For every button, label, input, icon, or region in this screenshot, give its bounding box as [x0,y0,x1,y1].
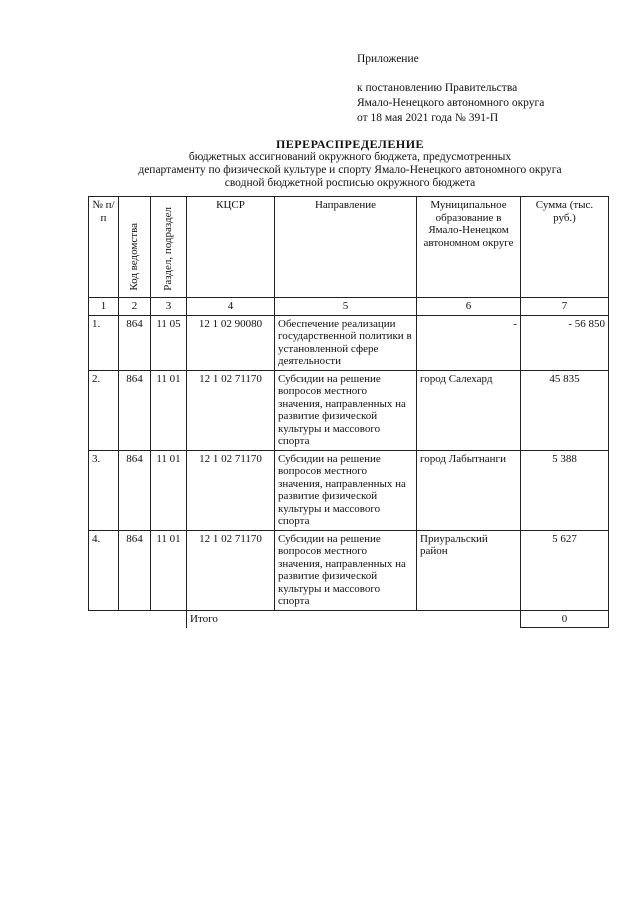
row-section: 11 05 [151,315,187,370]
row-sum: 5 388 [521,450,609,530]
row-dept: 864 [119,370,151,450]
row-kcsr: 12 1 02 71170 [187,370,275,450]
row-section: 11 01 [151,530,187,610]
title-sub: бюджетных ассигнований окружного бюджета, предусмотренных [188,151,512,163]
row-municipality: город Салехард [417,370,521,450]
total-value: 0 [521,610,609,628]
table-row [89,530,609,610]
title-sub: сводной бюджетной росписью окружного бюджета [224,177,476,189]
appendix-line: Приложение [357,53,419,65]
row-municipality: город Лабытнанги [417,450,521,530]
row-num: 4. [89,530,119,610]
header-num: № п/п [89,197,119,298]
row-dept: 864 [119,315,151,370]
row-dept: 864 [119,450,151,530]
header-section [151,197,187,298]
col-number: 6 [417,298,521,316]
total-spacer [417,610,521,628]
row-num: 3. [89,450,119,530]
header-municipality: Муниципальное образование в Ямало-Ненецком автономном округе [417,197,521,298]
row-kcsr: 12 1 02 90080 [187,315,275,370]
row-direction: Обеспечение реализации государственной политики в установленной сфере деятельности [275,315,417,370]
total-label: Итого [187,610,275,628]
col-number: 7 [521,298,609,316]
total-spacer [89,610,187,628]
header-dept [119,197,151,298]
header-sum: Сумма (тыс. руб.) [521,197,609,298]
total-spacer [275,610,417,628]
title-sub: департаменту по физической культуре и спорту Ямало-Ненецкого автономного округа [138,164,562,176]
col-number: 1 [89,298,119,316]
row-direction: Субсидии на решение вопросов местного значения, направленных на развитие физической культуры и массового спорта [275,530,417,610]
row-kcsr: 12 1 02 71170 [187,450,275,530]
header-dept-label: Код ведомства [128,223,141,291]
table-row [89,450,609,530]
appendix-line: Ямало-Ненецкого автономного округа [357,97,545,109]
col-number: 2 [119,298,151,316]
col-number: 4 [187,298,275,316]
appendix-line: к постановлению Правительства [357,82,518,94]
title-main: ПЕРЕРАСПРЕДЕЛЕНИЕ [275,137,425,151]
row-section: 11 01 [151,370,187,450]
row-municipality: - [417,315,521,370]
header-row [89,197,609,298]
row-sum: 5 627 [521,530,609,610]
row-kcsr: 12 1 02 71170 [187,530,275,610]
col-number: 5 [275,298,417,316]
header-direction: Направление [275,197,417,298]
row-direction: Субсидии на решение вопросов местного значения, направленных на развитие физической культуры и массового спорта [275,370,417,450]
appendix-line: от 18 мая 2021 года № 391-П [357,112,499,124]
redistribution-table [88,196,609,628]
row-num: 1. [89,315,119,370]
appendix-note [357,52,544,126]
row-sum: - 56 850 [521,315,609,370]
header-kcsr: КЦСР [187,197,275,298]
row-dept: 864 [119,530,151,610]
col-number: 3 [151,298,187,316]
row-num: 2. [89,370,119,450]
header-section-label: Раздел, подраздел [162,207,175,291]
row-section: 11 01 [151,450,187,530]
column-number-row [89,298,609,316]
row-sum: 45 835 [521,370,609,450]
row-municipality: Приуральский район [417,530,521,610]
table-row [89,370,609,450]
document-title [80,138,620,190]
total-row [89,610,609,628]
row-direction: Субсидии на решение вопросов местного значения, направленных на развитие физической культуры и массового спорта [275,450,417,530]
table-row [89,315,609,370]
